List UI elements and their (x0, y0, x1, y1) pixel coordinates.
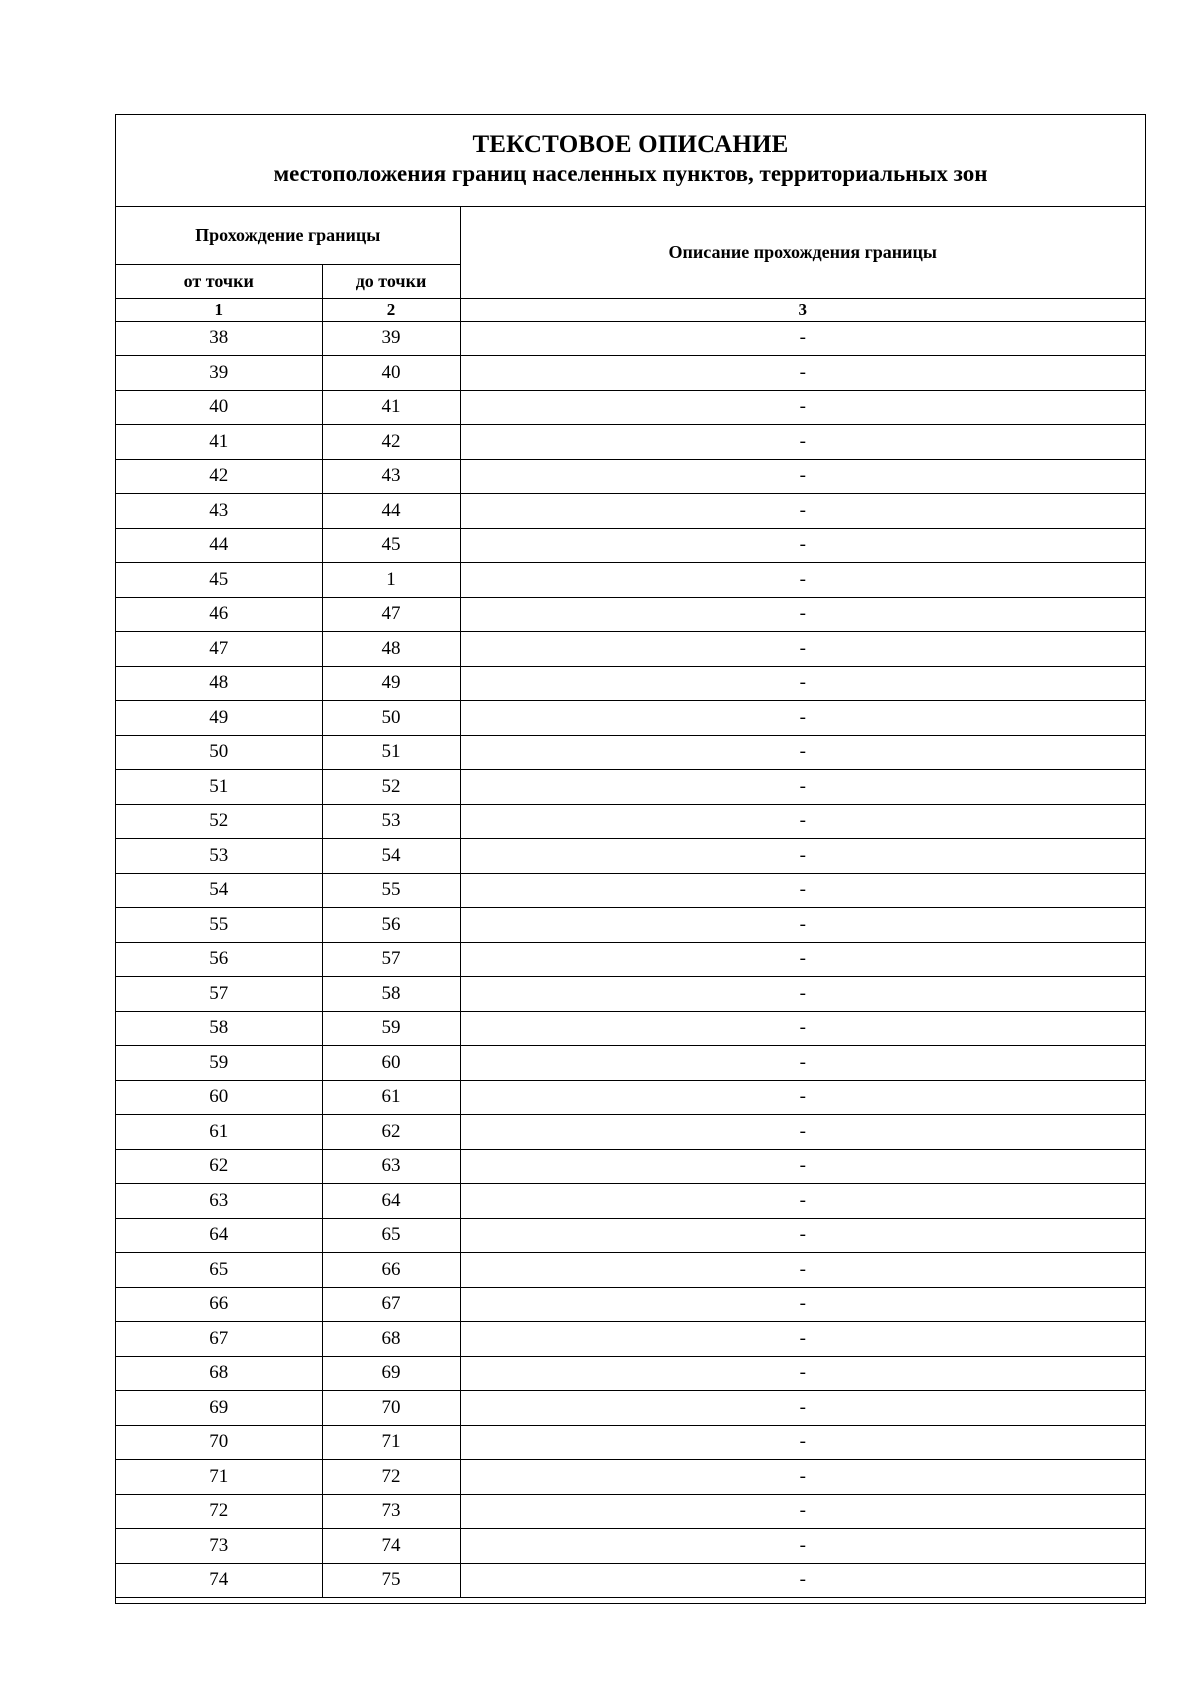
cell-description: - (460, 1149, 1145, 1184)
table-row (116, 1149, 1145, 1184)
cell-description: - (460, 1080, 1145, 1115)
cell-from-point: 62 (116, 1149, 322, 1184)
cell-to-point: 75 (322, 1563, 460, 1598)
table-row (116, 597, 1145, 632)
cell-from-point: 71 (116, 1460, 322, 1495)
cell-description: - (460, 701, 1145, 736)
table-row (116, 494, 1145, 529)
cell-from-point: 38 (116, 321, 322, 356)
table-row (116, 942, 1145, 977)
cell-from-point: 72 (116, 1494, 322, 1529)
header-to-point: до точки (322, 264, 460, 298)
cell-to-point: 51 (322, 735, 460, 770)
cell-to-point: 54 (322, 839, 460, 874)
cell-from-point: 41 (116, 425, 322, 460)
cell-from-point: 56 (116, 942, 322, 977)
cell-description: - (460, 1494, 1145, 1529)
cell-description: - (460, 1529, 1145, 1564)
cell-to-point: 45 (322, 528, 460, 563)
column-number-1: 1 (116, 298, 322, 321)
header-from-point: от точки (116, 264, 322, 298)
cell-description: - (460, 459, 1145, 494)
cell-to-point: 64 (322, 1184, 460, 1219)
table-row (116, 1046, 1145, 1081)
document-title: ТЕКСТОВОЕ ОПИСАНИЕ (472, 131, 789, 158)
cell-to-point: 61 (322, 1080, 460, 1115)
table-row (116, 1218, 1145, 1253)
cell-to-point: 50 (322, 701, 460, 736)
document-subtitle: местоположения границ населенных пунктов, территориальных зон (273, 161, 988, 186)
cell-to-point: 72 (322, 1460, 460, 1495)
cell-to-point: 56 (322, 908, 460, 943)
cell-description: - (460, 1322, 1145, 1357)
cell-description: - (460, 563, 1145, 598)
cell-from-point: 42 (116, 459, 322, 494)
cell-to-point: 70 (322, 1391, 460, 1426)
cell-description: - (460, 1218, 1145, 1253)
cell-description: - (460, 1184, 1145, 1219)
cell-from-point: 39 (116, 356, 322, 391)
table-row (116, 390, 1145, 425)
cell-to-point: 53 (322, 804, 460, 839)
cell-from-point: 57 (116, 977, 322, 1012)
table-row (116, 1563, 1145, 1598)
cell-from-point: 45 (116, 563, 322, 598)
cell-description: - (460, 494, 1145, 529)
cell-from-point: 60 (116, 1080, 322, 1115)
cell-to-point: 44 (322, 494, 460, 529)
cell-to-point: 68 (322, 1322, 460, 1357)
cell-description: - (460, 1563, 1145, 1598)
cell-from-point: 67 (116, 1322, 322, 1357)
cell-from-point: 50 (116, 735, 322, 770)
cell-to-point: 52 (322, 770, 460, 805)
cell-description: - (460, 1115, 1145, 1150)
table-row (116, 425, 1145, 460)
table-row (116, 1115, 1145, 1150)
cell-to-point: 41 (322, 390, 460, 425)
cell-description: - (460, 1253, 1145, 1288)
cell-from-point: 54 (116, 873, 322, 908)
cell-to-point: 58 (322, 977, 460, 1012)
title-block (116, 115, 1145, 207)
table-row (116, 1529, 1145, 1564)
cell-from-point: 74 (116, 1563, 322, 1598)
table-row (116, 1494, 1145, 1529)
cell-description: - (460, 1391, 1145, 1426)
cell-to-point: 74 (322, 1529, 460, 1564)
cell-from-point: 63 (116, 1184, 322, 1219)
cell-from-point: 47 (116, 632, 322, 667)
table-row (116, 563, 1145, 598)
column-number-3: 3 (460, 298, 1145, 321)
bottom-double-rule (116, 1598, 1145, 1604)
cell-from-point: 48 (116, 666, 322, 701)
cell-from-point: 49 (116, 701, 322, 736)
cell-from-point: 68 (116, 1356, 322, 1391)
cell-description: - (460, 1011, 1145, 1046)
cell-to-point: 55 (322, 873, 460, 908)
cell-description: - (460, 770, 1145, 805)
boundary-table (116, 207, 1145, 1598)
cell-description: - (460, 425, 1145, 460)
cell-to-point: 71 (322, 1425, 460, 1460)
table-row (116, 735, 1145, 770)
cell-from-point: 69 (116, 1391, 322, 1426)
table-row (116, 1460, 1145, 1495)
table-row (116, 321, 1145, 356)
cell-description: - (460, 597, 1145, 632)
cell-from-point: 73 (116, 1529, 322, 1564)
cell-to-point: 49 (322, 666, 460, 701)
table-row (116, 873, 1145, 908)
table-row (116, 977, 1145, 1012)
cell-description: - (460, 942, 1145, 977)
cell-to-point: 42 (322, 425, 460, 460)
cell-to-point: 47 (322, 597, 460, 632)
cell-description: - (460, 1287, 1145, 1322)
table-row (116, 528, 1145, 563)
cell-description: - (460, 839, 1145, 874)
cell-from-point: 70 (116, 1425, 322, 1460)
cell-to-point: 1 (322, 563, 460, 598)
table-row (116, 1184, 1145, 1219)
table-row (116, 701, 1145, 736)
cell-description: - (460, 528, 1145, 563)
cell-description: - (460, 735, 1145, 770)
table-row (116, 908, 1145, 943)
cell-description: - (460, 908, 1145, 943)
cell-to-point: 48 (322, 632, 460, 667)
header-boundary-passage: Прохождение границы (116, 207, 460, 264)
cell-to-point: 62 (322, 1115, 460, 1150)
table-row (116, 666, 1145, 701)
table-row (116, 1391, 1145, 1426)
cell-description: - (460, 1356, 1145, 1391)
cell-to-point: 67 (322, 1287, 460, 1322)
cell-description: - (460, 666, 1145, 701)
cell-to-point: 66 (322, 1253, 460, 1288)
table-body (116, 321, 1145, 1598)
cell-to-point: 39 (322, 321, 460, 356)
table-row (116, 1356, 1145, 1391)
cell-description: - (460, 1460, 1145, 1495)
table-row (116, 632, 1145, 667)
cell-description: - (460, 390, 1145, 425)
cell-to-point: 69 (322, 1356, 460, 1391)
table-row (116, 1287, 1145, 1322)
cell-to-point: 59 (322, 1011, 460, 1046)
cell-description: - (460, 1046, 1145, 1081)
cell-from-point: 53 (116, 839, 322, 874)
table-row (116, 356, 1145, 391)
cell-to-point: 73 (322, 1494, 460, 1529)
cell-from-point: 55 (116, 908, 322, 943)
cell-from-point: 40 (116, 390, 322, 425)
cell-from-point: 66 (116, 1287, 322, 1322)
cell-description: - (460, 804, 1145, 839)
cell-description: - (460, 632, 1145, 667)
cell-description: - (460, 321, 1145, 356)
table-row (116, 839, 1145, 874)
cell-to-point: 65 (322, 1218, 460, 1253)
table-row (116, 1011, 1145, 1046)
table-row (116, 459, 1145, 494)
cell-description: - (460, 977, 1145, 1012)
cell-from-point: 43 (116, 494, 322, 529)
cell-from-point: 52 (116, 804, 322, 839)
table-row (116, 1425, 1145, 1460)
cell-description: - (460, 1425, 1145, 1460)
cell-from-point: 44 (116, 528, 322, 563)
boundary-description-document (115, 114, 1146, 1604)
table-row (116, 1080, 1145, 1115)
cell-to-point: 63 (322, 1149, 460, 1184)
cell-description: - (460, 356, 1145, 391)
cell-from-point: 64 (116, 1218, 322, 1253)
cell-to-point: 40 (322, 356, 460, 391)
cell-from-point: 61 (116, 1115, 322, 1150)
table-row (116, 804, 1145, 839)
header-description: Описание прохождения границы (460, 207, 1145, 298)
cell-to-point: 60 (322, 1046, 460, 1081)
cell-from-point: 59 (116, 1046, 322, 1081)
table-row (116, 770, 1145, 805)
cell-description: - (460, 873, 1145, 908)
table-row (116, 1322, 1145, 1357)
column-number-2: 2 (322, 298, 460, 321)
cell-to-point: 57 (322, 942, 460, 977)
cell-from-point: 58 (116, 1011, 322, 1046)
cell-from-point: 65 (116, 1253, 322, 1288)
cell-from-point: 51 (116, 770, 322, 805)
table-row (116, 1253, 1145, 1288)
cell-to-point: 43 (322, 459, 460, 494)
cell-from-point: 46 (116, 597, 322, 632)
